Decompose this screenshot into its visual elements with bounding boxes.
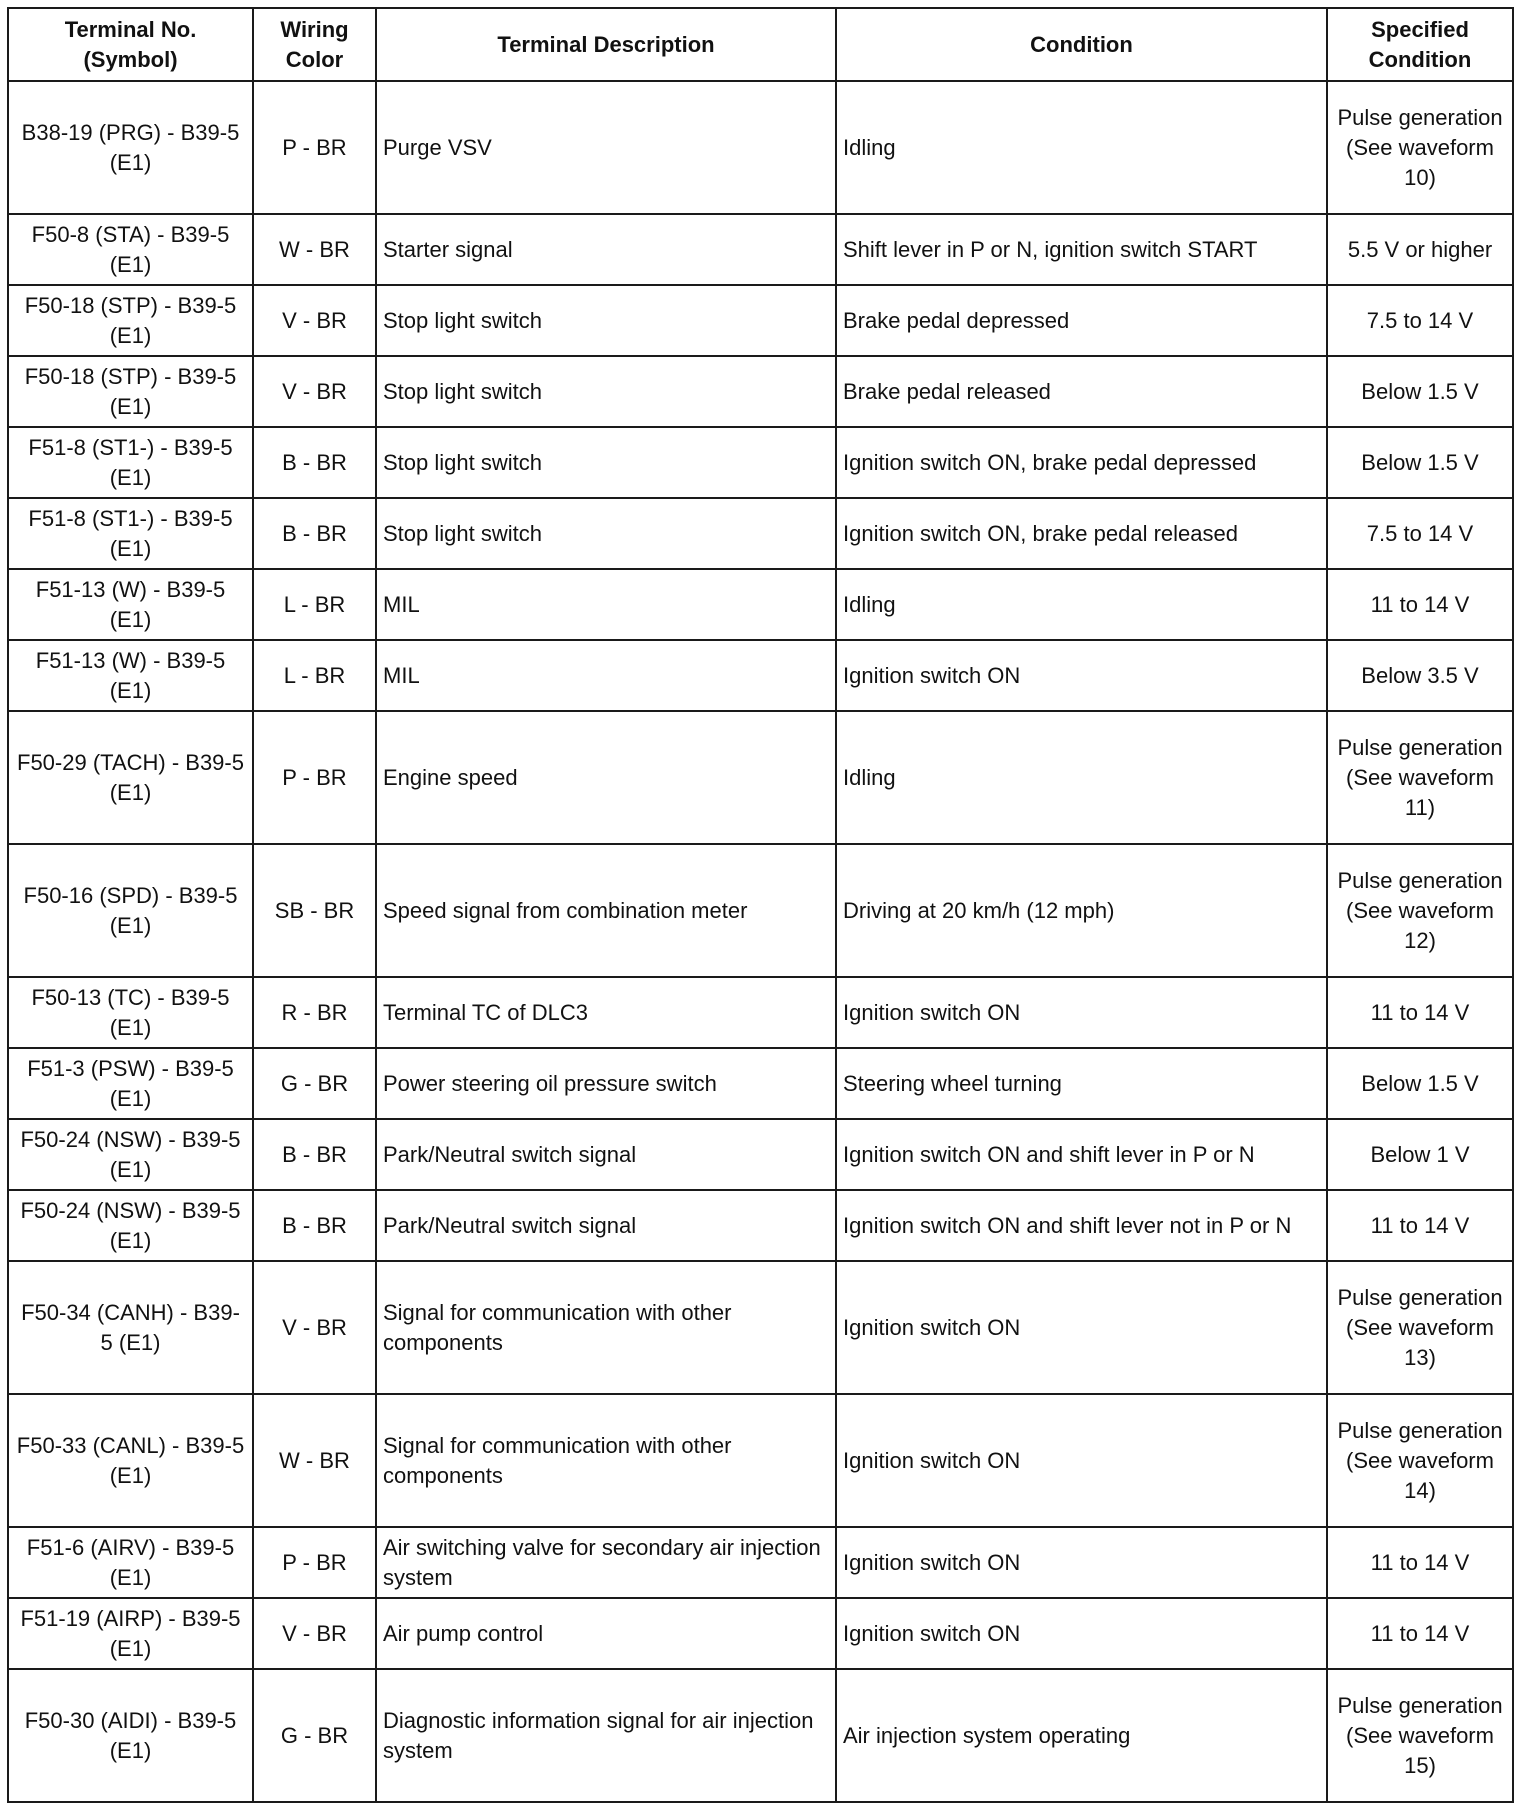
table-row xyxy=(8,844,1513,977)
cell-description: Starter signal xyxy=(376,214,836,285)
cell-condition: Steering wheel turning xyxy=(836,1048,1327,1119)
cell-wiring-color: V - BR xyxy=(253,1261,376,1394)
cell-condition: Shift lever in P or N, ignition switch START xyxy=(836,214,1327,285)
cell-condition: Ignition switch ON and shift lever in P or N xyxy=(836,1119,1327,1190)
table-row xyxy=(8,285,1513,356)
table-row xyxy=(8,427,1513,498)
cell-description: Signal for communication with other components xyxy=(376,1261,836,1394)
cell-description: Stop light switch xyxy=(376,427,836,498)
cell-condition: Ignition switch ON xyxy=(836,1527,1327,1598)
cell-description: MIL xyxy=(376,569,836,640)
cell-wiring-color: SB - BR xyxy=(253,844,376,977)
cell-specified-condition: 7.5 to 14 V xyxy=(1327,285,1513,356)
cell-wiring-color: V - BR xyxy=(253,1598,376,1669)
cell-terminal: F50-18 (STP) - B39-5 (E1) xyxy=(8,285,253,356)
cell-specified-condition: Pulse generation (See waveform 14) xyxy=(1327,1394,1513,1527)
cell-condition: Ignition switch ON and shift lever not in P or N xyxy=(836,1190,1327,1261)
cell-specified-condition: Pulse generation (See waveform 10) xyxy=(1327,81,1513,214)
cell-description: Air switching valve for secondary air injection system xyxy=(376,1527,836,1598)
cell-terminal: F51-13 (W) - B39-5 (E1) xyxy=(8,640,253,711)
table-row xyxy=(8,1527,1513,1598)
cell-specified-condition: 11 to 14 V xyxy=(1327,1527,1513,1598)
cell-terminal: F50-13 (TC) - B39-5 (E1) xyxy=(8,977,253,1048)
table-row xyxy=(8,214,1513,285)
cell-specified-condition: 11 to 14 V xyxy=(1327,1598,1513,1669)
cell-terminal: F51-13 (W) - B39-5 (E1) xyxy=(8,569,253,640)
table-row xyxy=(8,1190,1513,1261)
cell-wiring-color: G - BR xyxy=(253,1048,376,1119)
cell-description: Stop light switch xyxy=(376,356,836,427)
cell-specified-condition: 7.5 to 14 V xyxy=(1327,498,1513,569)
cell-description: Signal for communication with other components xyxy=(376,1394,836,1527)
cell-description: Terminal TC of DLC3 xyxy=(376,977,836,1048)
table-row xyxy=(8,1669,1513,1802)
cell-description: Air pump control xyxy=(376,1598,836,1669)
cell-terminal: F50-33 (CANL) - B39-5 (E1) xyxy=(8,1394,253,1527)
header-terminal: Terminal No. (Symbol) xyxy=(8,8,253,81)
cell-terminal: F51-19 (AIRP) - B39-5 (E1) xyxy=(8,1598,253,1669)
cell-specified-condition: Below 1 V xyxy=(1327,1119,1513,1190)
table-row xyxy=(8,1261,1513,1394)
table-row xyxy=(8,81,1513,214)
table-row xyxy=(8,569,1513,640)
cell-description: Purge VSV xyxy=(376,81,836,214)
cell-description: Diagnostic information signal for air injection system xyxy=(376,1669,836,1802)
table-row xyxy=(8,711,1513,844)
cell-description: MIL xyxy=(376,640,836,711)
cell-description: Speed signal from combination meter xyxy=(376,844,836,977)
table-row xyxy=(8,1394,1513,1527)
cell-terminal: F50-30 (AIDI) - B39-5 (E1) xyxy=(8,1669,253,1802)
cell-wiring-color: B - BR xyxy=(253,1119,376,1190)
cell-specified-condition: 11 to 14 V xyxy=(1327,1190,1513,1261)
header-wiring-color: Wiring Color xyxy=(253,8,376,81)
table-row xyxy=(8,356,1513,427)
cell-condition: Driving at 20 km/h (12 mph) xyxy=(836,844,1327,977)
cell-terminal: F50-34 (CANH) - B39-5 (E1) xyxy=(8,1261,253,1394)
cell-description: Stop light switch xyxy=(376,285,836,356)
cell-terminal: F50-29 (TACH) - B39-5 (E1) xyxy=(8,711,253,844)
cell-terminal: F50-16 (SPD) - B39-5 (E1) xyxy=(8,844,253,977)
cell-condition: Idling xyxy=(836,81,1327,214)
cell-specified-condition: Pulse generation (See waveform 15) xyxy=(1327,1669,1513,1802)
cell-specified-condition: Below 1.5 V xyxy=(1327,356,1513,427)
cell-wiring-color: P - BR xyxy=(253,1527,376,1598)
table-row xyxy=(8,1598,1513,1669)
table-row xyxy=(8,640,1513,711)
table-row xyxy=(8,977,1513,1048)
cell-condition: Ignition switch ON xyxy=(836,1394,1327,1527)
cell-wiring-color: W - BR xyxy=(253,214,376,285)
cell-wiring-color: L - BR xyxy=(253,640,376,711)
cell-wiring-color: B - BR xyxy=(253,1190,376,1261)
cell-wiring-color: P - BR xyxy=(253,81,376,214)
cell-terminal: F50-24 (NSW) - B39-5 (E1) xyxy=(8,1119,253,1190)
cell-condition: Air injection system operating xyxy=(836,1669,1327,1802)
cell-condition: Brake pedal released xyxy=(836,356,1327,427)
cell-terminal: F51-8 (ST1-) - B39-5 (E1) xyxy=(8,427,253,498)
cell-specified-condition: 11 to 14 V xyxy=(1327,977,1513,1048)
header-terminal-description: Terminal Description xyxy=(376,8,836,81)
cell-description: Power steering oil pressure switch xyxy=(376,1048,836,1119)
cell-condition: Ignition switch ON, brake pedal released xyxy=(836,498,1327,569)
cell-condition: Ignition switch ON xyxy=(836,1261,1327,1394)
cell-specified-condition: Pulse generation (See waveform 13) xyxy=(1327,1261,1513,1394)
cell-specified-condition: 11 to 14 V xyxy=(1327,569,1513,640)
header-condition: Condition xyxy=(836,8,1327,81)
cell-condition: Ignition switch ON xyxy=(836,640,1327,711)
cell-wiring-color: B - BR xyxy=(253,427,376,498)
cell-terminal: F51-3 (PSW) - B39-5 (E1) xyxy=(8,1048,253,1119)
table-row xyxy=(8,1119,1513,1190)
cell-wiring-color: P - BR xyxy=(253,711,376,844)
cell-specified-condition: Below 1.5 V xyxy=(1327,427,1513,498)
cell-specified-condition: Below 3.5 V xyxy=(1327,640,1513,711)
cell-terminal: F50-24 (NSW) - B39-5 (E1) xyxy=(8,1190,253,1261)
cell-wiring-color: R - BR xyxy=(253,977,376,1048)
cell-description: Stop light switch xyxy=(376,498,836,569)
cell-wiring-color: W - BR xyxy=(253,1394,376,1527)
table-header-row xyxy=(8,8,1513,81)
cell-wiring-color: V - BR xyxy=(253,285,376,356)
cell-condition: Ignition switch ON xyxy=(836,977,1327,1048)
cell-condition: Brake pedal depressed xyxy=(836,285,1327,356)
cell-wiring-color: L - BR xyxy=(253,569,376,640)
cell-description: Park/Neutral switch signal xyxy=(376,1190,836,1261)
cell-specified-condition: Pulse generation (See waveform 12) xyxy=(1327,844,1513,977)
cell-condition: Idling xyxy=(836,569,1327,640)
cell-specified-condition: Pulse generation (See waveform 11) xyxy=(1327,711,1513,844)
cell-terminal: B38-19 (PRG) - B39-5 (E1) xyxy=(8,81,253,214)
cell-condition: Idling xyxy=(836,711,1327,844)
cell-wiring-color: V - BR xyxy=(253,356,376,427)
cell-terminal: F50-18 (STP) - B39-5 (E1) xyxy=(8,356,253,427)
cell-condition: Ignition switch ON xyxy=(836,1598,1327,1669)
header-specified-condition: Specified Condition xyxy=(1327,8,1513,81)
cell-description: Park/Neutral switch signal xyxy=(376,1119,836,1190)
cell-terminal: F51-6 (AIRV) - B39-5 (E1) xyxy=(8,1527,253,1598)
terminal-spec-table xyxy=(7,7,1514,1803)
cell-specified-condition: 5.5 V or higher xyxy=(1327,214,1513,285)
cell-specified-condition: Below 1.5 V xyxy=(1327,1048,1513,1119)
cell-wiring-color: G - BR xyxy=(253,1669,376,1802)
table-row xyxy=(8,1048,1513,1119)
table-row xyxy=(8,498,1513,569)
cell-terminal: F50-8 (STA) - B39-5 (E1) xyxy=(8,214,253,285)
cell-wiring-color: B - BR xyxy=(253,498,376,569)
cell-description: Engine speed xyxy=(376,711,836,844)
cell-terminal: F51-8 (ST1-) - B39-5 (E1) xyxy=(8,498,253,569)
cell-condition: Ignition switch ON, brake pedal depressed xyxy=(836,427,1327,498)
